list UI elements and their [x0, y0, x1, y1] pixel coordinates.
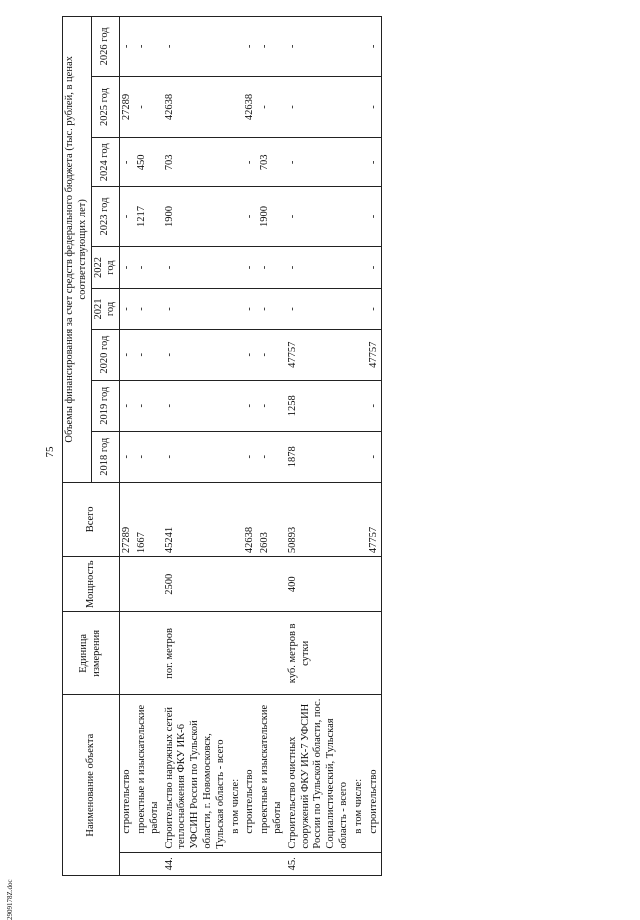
- year-value-cell: [352, 246, 367, 289]
- object-name: строительство: [243, 695, 258, 852]
- year-value-cell: 1217: [135, 187, 163, 247]
- year-value-cell: 703: [163, 138, 229, 187]
- capacity-cell: [243, 557, 258, 612]
- year-value-cell: [229, 76, 244, 138]
- total-cell: [352, 482, 367, 556]
- unit-cell: куб. метров в сутки: [286, 612, 352, 695]
- header-year: 2026 год: [91, 17, 120, 77]
- object-name: в том числе:: [352, 695, 367, 852]
- total-cell: 50893: [286, 482, 352, 556]
- year-value-cell: -: [120, 246, 135, 289]
- year-value-cell: -: [120, 431, 135, 482]
- header-total: Всего: [63, 482, 120, 556]
- rotated-table-container: [62, 16, 629, 876]
- year-value-cell: -: [286, 246, 352, 289]
- footer-file-code: 2909178Z.doc: [6, 879, 14, 920]
- total-cell: 42638: [243, 482, 258, 556]
- year-value-cell: [229, 187, 244, 247]
- total-cell: 47757: [367, 482, 382, 556]
- year-value-cell: -: [367, 246, 382, 289]
- year-value-cell: -: [135, 289, 163, 329]
- year-value-cell: -: [163, 246, 229, 289]
- unit-cell: [229, 612, 244, 695]
- unit-cell: [258, 612, 286, 695]
- year-value-cell: -: [367, 380, 382, 431]
- page-number: 75: [44, 446, 56, 458]
- year-value-cell: [229, 138, 244, 187]
- header-year: 2025 год: [91, 76, 120, 138]
- year-value-cell: [352, 431, 367, 482]
- year-value-cell: -: [286, 289, 352, 329]
- financing-table: [62, 16, 382, 876]
- year-value-cell: -: [367, 289, 382, 329]
- year-value-cell: -: [367, 431, 382, 482]
- capacity-cell: 400: [286, 557, 352, 612]
- year-value-cell: 47757: [286, 329, 352, 380]
- table-row: [352, 17, 367, 876]
- year-value-cell: -: [243, 289, 258, 329]
- year-value-cell: 27289: [120, 76, 135, 138]
- year-value-cell: -: [367, 17, 382, 77]
- header-year: 2018 год: [91, 431, 120, 482]
- header-year: 2020 год: [91, 329, 120, 380]
- header-year: 2022 год: [91, 246, 120, 289]
- row-number: [258, 852, 286, 875]
- year-value-cell: [352, 17, 367, 77]
- object-name: Строительство очистных сооружений ФКУ ИК-7 УФСИН России по Тульской области, пос. Социалистический, Тульская область - всего: [286, 695, 352, 852]
- year-value-cell: [229, 329, 244, 380]
- year-value-cell: -: [120, 138, 135, 187]
- row-number: [135, 852, 163, 875]
- header-year: 2024 год: [91, 138, 120, 187]
- year-value-cell: -: [120, 187, 135, 247]
- capacity-cell: [229, 557, 244, 612]
- year-value-cell: -: [243, 329, 258, 380]
- row-number: [229, 852, 244, 875]
- object-name: в том числе:: [229, 695, 244, 852]
- year-value-cell: -: [163, 380, 229, 431]
- year-value-cell: -: [367, 76, 382, 138]
- year-value-cell: -: [243, 17, 258, 77]
- year-value-cell: -: [120, 380, 135, 431]
- header-row-top: [63, 17, 92, 876]
- year-value-cell: 1258: [286, 380, 352, 431]
- header-name: Наименование объекта: [63, 695, 120, 876]
- row-number: [352, 852, 367, 875]
- table-row: [229, 17, 244, 876]
- year-value-cell: -: [243, 380, 258, 431]
- year-value-cell: [352, 289, 367, 329]
- object-name: Строительство наружных сетей теплоснабжения ФКУ ИК-6 УФСИН России по Тульской области, г. Новомосковск, Тульская область - всего: [163, 695, 229, 852]
- total-cell: 1667: [135, 482, 163, 556]
- year-value-cell: -: [163, 431, 229, 482]
- year-value-cell: -: [120, 289, 135, 329]
- year-value-cell: -: [286, 187, 352, 247]
- row-number: 45.: [286, 852, 352, 875]
- year-value-cell: -: [258, 329, 286, 380]
- header-year: 2023 год: [91, 187, 120, 247]
- year-value-cell: -: [135, 329, 163, 380]
- total-cell: [229, 482, 244, 556]
- year-value-cell: 42638: [243, 76, 258, 138]
- year-value-cell: -: [258, 76, 286, 138]
- year-value-cell: -: [163, 289, 229, 329]
- year-value-cell: 450: [135, 138, 163, 187]
- total-cell: 45241: [163, 482, 229, 556]
- year-value-cell: -: [258, 431, 286, 482]
- object-name: строительство: [120, 695, 135, 852]
- year-value-cell: -: [135, 380, 163, 431]
- year-value-cell: -: [163, 17, 229, 77]
- year-value-cell: 1878: [286, 431, 352, 482]
- unit-cell: [120, 612, 135, 695]
- capacity-cell: [120, 557, 135, 612]
- table-row: [135, 17, 163, 876]
- unit-cell: [352, 612, 367, 695]
- row-number: [120, 852, 135, 875]
- year-value-cell: -: [135, 246, 163, 289]
- capacity-cell: 2500: [163, 557, 229, 612]
- year-value-cell: 1900: [163, 187, 229, 247]
- row-number: [367, 852, 382, 875]
- year-value-cell: -: [135, 431, 163, 482]
- year-value-cell: [229, 246, 244, 289]
- capacity-cell: [352, 557, 367, 612]
- year-value-cell: [229, 17, 244, 77]
- table-row: [258, 17, 286, 876]
- row-number: [243, 852, 258, 875]
- year-value-cell: [229, 431, 244, 482]
- year-value-cell: -: [258, 289, 286, 329]
- year-value-cell: -: [243, 246, 258, 289]
- year-value-cell: -: [163, 329, 229, 380]
- table-row: [163, 17, 229, 876]
- year-value-cell: -: [120, 329, 135, 380]
- row-number: 44.: [163, 852, 229, 875]
- year-value-cell: [229, 380, 244, 431]
- header-capacity: Мощность: [63, 557, 120, 612]
- object-name: проектные и изыскательские работы: [258, 695, 286, 852]
- capacity-cell: [258, 557, 286, 612]
- unit-cell: [135, 612, 163, 695]
- year-value-cell: -: [258, 17, 286, 77]
- header-unit: Единица измерения: [63, 612, 120, 695]
- table-body: [120, 17, 382, 876]
- table-row: [286, 17, 352, 876]
- capacity-cell: [367, 557, 382, 612]
- year-value-cell: 1900: [258, 187, 286, 247]
- year-value-cell: -: [367, 187, 382, 247]
- header-year: 2019 год: [91, 380, 120, 431]
- year-value-cell: -: [258, 380, 286, 431]
- year-value-cell: [352, 76, 367, 138]
- year-value-cell: [229, 289, 244, 329]
- year-value-cell: -: [286, 17, 352, 77]
- year-value-cell: -: [243, 431, 258, 482]
- object-name: строительство: [367, 695, 382, 852]
- year-value-cell: [352, 329, 367, 380]
- year-value-cell: -: [367, 138, 382, 187]
- capacity-cell: [135, 557, 163, 612]
- table-row: [120, 17, 135, 876]
- total-cell: 27289: [120, 482, 135, 556]
- year-value-cell: 42638: [163, 76, 229, 138]
- table-row: [243, 17, 258, 876]
- year-value-cell: 47757: [367, 329, 382, 380]
- header-year: 2021 год: [91, 289, 120, 329]
- year-value-cell: -: [120, 17, 135, 77]
- year-value-cell: -: [243, 138, 258, 187]
- unit-cell: [243, 612, 258, 695]
- year-value-cell: -: [135, 17, 163, 77]
- year-value-cell: -: [258, 246, 286, 289]
- object-name: проектные и изыскательские работы: [135, 695, 163, 852]
- total-cell: 2603: [258, 482, 286, 556]
- table-row: [367, 17, 382, 876]
- year-value-cell: -: [135, 76, 163, 138]
- unit-cell: пог. метров: [163, 612, 229, 695]
- year-value-cell: -: [286, 138, 352, 187]
- unit-cell: [367, 612, 382, 695]
- year-value-cell: [352, 138, 367, 187]
- year-value-cell: 703: [258, 138, 286, 187]
- header-funding: Объемы финансирования за счет средств федерального бюджета (тыс. рублей, в ценах соответствующих лет): [63, 17, 92, 483]
- year-value-cell: -: [243, 187, 258, 247]
- year-value-cell: [352, 187, 367, 247]
- year-value-cell: [352, 380, 367, 431]
- year-value-cell: -: [286, 76, 352, 138]
